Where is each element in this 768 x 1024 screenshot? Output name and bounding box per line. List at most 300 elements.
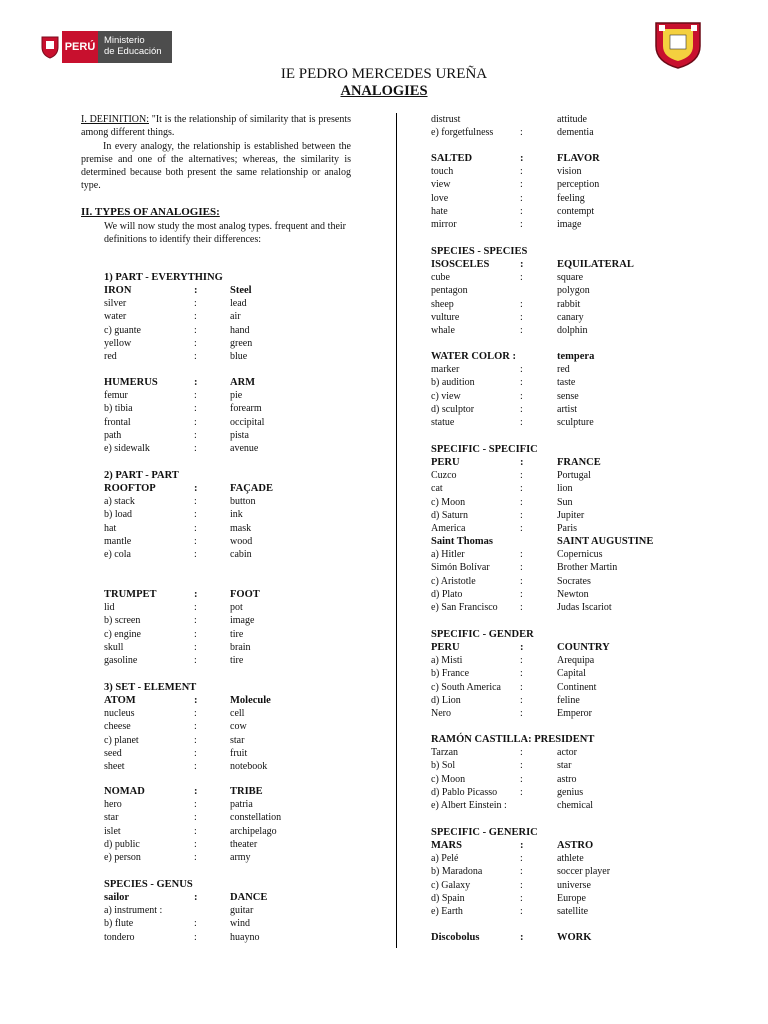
analogy-term: c) Moon [431,496,466,508]
analogy-pair: SAINT AUGUSTINE [557,536,654,547]
analogy-row [104,549,424,562]
analogy-pair: Continent [557,681,597,693]
analogy-pair: blue [230,351,248,362]
analogy-pair: pie [230,390,243,402]
analogy-row [431,312,751,325]
analogy-separator: : [194,615,197,627]
analogy-term: c) guante [104,324,141,336]
analogy-term: e) sidewalk [104,443,150,454]
analogy-term: c) view [431,390,461,402]
analogy-separator: : [194,747,197,759]
analogy-pair: chemical [557,800,594,811]
analogy-pair: actor [557,747,577,759]
analogy-term: whale [431,325,455,336]
analogy-separator: : [520,325,523,336]
analogy-term: b) audition [431,377,475,389]
analogy-row [431,272,751,285]
analogy-pair: Steel [230,285,252,296]
analogy-pair: genius [557,786,584,798]
analogy-pair: athlete [557,853,584,865]
analogy-pair: feline [557,694,580,706]
analogy-term: water [104,311,127,323]
analogy-term: c) engine [104,628,141,640]
analogy-row [431,906,751,919]
analogy-row [431,404,751,417]
definition-paragraph [81,113,351,139]
analogy-row [104,523,424,536]
types-heading-text: II. TYPES OF ANALOGIES: [81,206,220,218]
analogy-term: touch [431,166,454,178]
analogy-term: Nero [431,708,451,719]
analogy-term: c) Galaxy [431,879,471,891]
analogy-pair: cell [230,708,245,720]
analogy-separator: : [194,390,197,402]
analogy-separator: : [520,179,523,191]
analogy-row [431,193,751,206]
analogy-pair: brain [230,641,251,653]
analogy-term: c) Aristotle [431,575,476,587]
analogy-term: TRUMPET [104,589,157,600]
analogy-separator: : [520,773,523,785]
analogy-row [104,812,424,825]
analogy-row [104,918,424,931]
analogy-pair: Paris [557,523,577,534]
analogy-row [431,760,751,773]
analogy-row [431,602,751,615]
analogy-pair: artist [557,403,577,415]
analogy-pair: ink [230,509,243,521]
analogy-pair: ARM [230,377,256,388]
analogy-row [104,403,424,416]
analogy-separator: : [194,351,197,362]
analogy-separator: : [520,219,523,230]
analogy-row [431,932,751,945]
analogy-row [431,179,751,192]
analogy-term: e) cola [104,549,131,560]
analogy-term: IRON [104,285,132,296]
analogy-term: d) Pablo Picasso [431,786,498,798]
analogy-row [104,377,424,390]
analogy-type-title: SPECIFIC - SPECIFIC [431,444,538,455]
analogy-row [431,549,751,562]
analogy-pair: ASTRO [557,840,594,851]
analogy-separator: : [194,416,197,428]
analogy-row [104,786,424,799]
analogy-pair: astro [557,773,577,785]
analogy-row [431,880,751,893]
analogy-term: seed [104,747,122,759]
analogy-term: yellow [104,337,132,349]
analogy-term: marker [431,364,460,376]
analogy-row [104,735,424,748]
analogy-term: Saint Thomas [431,536,493,547]
analogy-separator: : [194,311,197,323]
analogy-term: e) forgetfulness [431,127,494,139]
analogy-row [431,853,751,866]
analogy-separator: : [194,285,198,296]
analogy-separator: : [520,879,523,891]
analogy-pair: Emperor [557,708,592,719]
analogy-separator: : [520,509,523,521]
analogy-term: hero [104,799,122,811]
analogy-pair: Sun [557,496,573,508]
analogy-row [431,391,751,404]
analogy-term: PERU [431,642,460,653]
analogy-pair: pot [230,602,243,614]
analogy-separator: : [520,906,523,917]
analogy-row [104,430,424,443]
analogy-term: tondero [104,931,135,943]
analogy-separator: : [520,523,523,534]
analogy-row [431,774,751,787]
analogy-term: d) public [104,838,140,850]
analogy-term: MARS [431,840,462,851]
analogy-separator: : [194,695,198,706]
analogy-separator: : [520,588,523,600]
analogy-pair: red [557,364,570,376]
analogy-row [431,285,751,298]
analogy-separator: : [194,337,197,349]
analogy-pair: taste [557,377,576,389]
analogy-row [431,497,751,510]
definition-text: "It is the relationship of similarity that is presents among different things. [81,114,351,138]
analogy-pair: wind [230,918,250,930]
analogy-row [431,562,751,575]
analogy-pair: Portugal [557,470,591,482]
analogy-pair: square [557,272,584,284]
analogy-term: c) South America [431,681,501,693]
analogy-row [431,642,751,655]
analogy-pair: Capital [557,668,586,680]
analogy-pair: image [230,615,255,627]
analogy-separator: : [520,655,523,667]
analogy-separator: : [194,377,198,388]
analogy-row [104,602,424,615]
analogy-row [431,417,751,430]
analogy-row [104,708,424,721]
analogy-pair: pista [230,429,249,441]
analogy-term: mantle [104,535,132,547]
analogy-separator: : [520,457,524,468]
analogy-separator: : [520,562,523,574]
analogy-pair: cow [230,721,247,733]
analogy-term: red [104,351,117,362]
analogy-pair: mask [230,522,252,534]
analogy-term: star [104,812,119,824]
analogy-row [431,893,751,906]
analogy-pair: constellation [230,812,282,824]
analogy-term: femur [104,390,128,402]
analogy-separator: : [520,192,523,204]
analogy-type-title: 1) PART - EVERYTHING [104,272,223,283]
analogy-pair: WORK [557,932,592,943]
analogy-pair: Jupiter [557,509,585,521]
definition-detail: In every analogy, the relationship is established between the premise and one of the alternatives; whereas, the similarity is determined because both present the same relationship or analog type. [81,141,351,191]
analogy-separator: : [194,838,197,850]
analogy-separator: : [520,786,523,798]
analogy-pair: army [230,852,251,863]
analogy-row [431,866,751,879]
analogy-separator: : [194,892,198,903]
analogy-term: pentagon [431,285,468,297]
analogy-term: NOMAD [104,786,145,797]
analogy-term: a) instrument : [104,905,163,917]
analogy-separator: : [520,602,523,613]
analogy-separator: : [194,761,197,772]
analogy-row [431,536,751,549]
analogy-row [431,206,751,219]
analogy-row [431,377,751,390]
analogy-row [431,325,751,338]
analogy-term: statue [431,417,455,428]
analogy-separator: : [520,549,523,561]
analogy-pair: TRIBE [230,786,263,797]
analogy-type-title: SPECIES - GENUS [104,879,193,890]
analogy-row [104,748,424,761]
analogy-row [431,523,751,536]
analogy-pair: Brother Martin [557,562,618,574]
analogy-pair: perception [557,179,600,191]
analogy-separator: : [520,483,523,495]
analogy-type-title: 2) PART - PART [104,470,179,481]
types-intro: We will now study the most analog types. frequent and their definitions to identify their differences: [104,221,346,245]
analogy-pair: DANCE [230,892,268,903]
analogy-separator: : [520,403,523,415]
analogy-pair: Newton [557,588,589,600]
analogy-separator: : [194,825,197,837]
analogy-term: c) planet [104,734,139,746]
analogy-row [431,483,751,496]
analogy-separator: : [520,496,523,508]
analogy-separator: : [520,747,523,759]
analogy-pair: sculpture [557,417,594,428]
analogy-term: d) Saturn [431,509,468,521]
analogy-type-title: 3) SET - ELEMENT [104,682,197,693]
analogy-separator: : [520,417,523,428]
analogy-separator: : [194,403,197,415]
analogy-separator: : [194,721,197,733]
analogy-separator: : [520,311,523,323]
analogy-term: sheet [104,761,125,772]
analogy-pair: star [557,760,572,772]
analogy-separator: : [194,298,197,310]
school-name: IE PEDRO MERCEDES UREÑA [280,66,488,82]
school-crest-icon [652,20,704,70]
analogy-pair: canary [557,311,584,323]
analogy-row [104,761,424,774]
analogy-term: view [431,179,451,191]
analogy-term: SALTED [431,153,473,164]
analogy-separator: : [194,708,197,720]
analogy-term: a) Misti [431,655,463,667]
analogy-pair: Europe [557,892,586,904]
analogy-separator: : [194,522,197,534]
analogy-row [104,852,424,865]
analogy-term: RAMÓN CASTILLA: PRESIDENT [431,734,595,745]
analogy-row [104,443,424,456]
analogy-separator: : [520,166,523,178]
analogy-pair: FOOT [230,589,260,600]
analogy-separator: : [520,470,523,482]
analogy-row [104,932,424,945]
analogy-row [104,338,424,351]
analogy-row [431,695,751,708]
analogy-row [104,589,424,602]
analogy-pair: attitude [557,114,587,125]
analogy-pair: theater [230,838,258,850]
analogy-type-title: SPECIFIC - GENERIC [431,827,538,838]
analogy-term: mirror [431,219,457,230]
analogy-separator: : [194,483,198,494]
analogy-separator: : [520,272,523,284]
analogy-row [431,510,751,523]
analogy-term: America [431,523,466,534]
analogy-separator: : [194,589,198,600]
analogy-separator: : [520,681,523,693]
analogy-term: b) Sol [431,760,456,772]
analogy-separator: : [520,153,524,164]
analogy-pair: satellite [557,906,589,917]
analogy-row [104,351,424,364]
analogy-row [431,114,751,127]
analogy-separator: : [520,390,523,402]
analogy-pair: tire [230,628,244,640]
analogy-row [104,615,424,628]
analogy-term: cheese [104,721,131,733]
analogy-separator: : [194,852,197,863]
analogy-pair: occipital [230,416,265,428]
analogy-separator: : [520,364,523,376]
analogy-row [431,708,751,721]
analogy-term: a) Hitler [431,549,465,561]
analogy-term: Discobolus [431,932,480,943]
analogy-term: hat [104,522,117,534]
analogy-separator: : [520,892,523,904]
analogy-separator: : [194,496,197,508]
ministry-logo [38,31,172,63]
analogy-separator: : [194,535,197,547]
analogy-row [431,840,751,853]
analogy-separator: : [194,918,197,930]
analogy-separator: : [194,324,197,336]
analogy-row [431,800,751,813]
analogy-term: frontal [104,416,131,428]
analogy-term: a) stack [104,496,135,508]
analogy-row [431,153,751,166]
analogy-term: d) Spain [431,892,465,904]
country-label: PERÚ [62,31,98,63]
analogy-row [104,536,424,549]
analogy-row [104,826,424,839]
analogy-separator: : [520,866,523,878]
analogy-separator: : [194,799,197,811]
analogy-term: ATOM [104,695,136,706]
analogy-term: b) tibia [104,403,133,415]
analogy-term: b) Maradona [431,866,483,878]
analogy-pair: lead [230,298,247,310]
analogy-pair: FAÇADE [230,483,273,494]
analogy-separator: : [520,377,523,389]
ministry-line1: Ministerio [104,35,145,46]
analogy-term: path [104,429,122,441]
analogy-pair: button [230,496,256,508]
analogy-separator: : [520,127,523,139]
analogy-separator: : [520,575,523,587]
analogy-type-title: SPECIES - SPECIES [431,246,528,257]
analogy-separator: : [194,786,198,797]
analogy-separator: : [520,259,524,270]
page-title: ANALOGIES [340,83,428,99]
analogy-row [431,259,751,272]
analogy-pair: guitar [230,905,254,917]
analogy-row [431,457,751,470]
analogy-pair: Arequipa [557,655,595,667]
analogy-row [104,655,424,668]
analogy-row [431,299,751,312]
analogy-row [431,747,751,760]
analogy-pair: universe [557,879,591,891]
analogy-separator: : [194,443,197,454]
analogy-type-title: SPECIFIC - GENDER [431,629,534,640]
analogy-pair: Copernicus [557,549,603,561]
analogy-term: e) Earth [431,906,463,917]
analogy-term: b) screen [104,615,141,627]
analogy-pair: sense [557,390,579,402]
analogy-term: vulture [431,311,460,323]
analogy-pair: polygon [557,285,590,297]
analogy-term: b) France [431,668,470,680]
analogy-pair: avenue [230,443,259,454]
analogy-pair: wood [230,535,253,547]
analogy-term: ROOFTOP [104,483,156,494]
analogy-pair: star [230,734,245,746]
analogy-term: sheep [431,298,454,310]
analogy-row [104,892,424,905]
analogy-term: Tarzan [431,747,459,759]
analogy-row [431,589,751,602]
analogy-row [104,311,424,324]
analogy-row [104,799,424,812]
analogy-row [104,285,424,298]
analogy-pair: COUNTRY [557,642,610,653]
analogy-row [431,734,751,747]
analogy-row [104,642,424,655]
analogy-row [431,219,751,232]
analogy-term: skull [104,641,124,653]
analogy-separator: : [520,668,523,680]
analogy-term: PERU [431,457,460,468]
analogy-row [104,417,424,430]
analogy-pair: hand [230,324,250,336]
analogy-separator: : [520,853,523,865]
analogy-term: ISOSCELES [431,259,490,270]
types-heading [81,206,220,218]
analogy-pair: lion [557,483,573,495]
analogy-row [104,496,424,509]
analogy-term: WATER COLOR : [431,351,516,362]
analogy-row [431,470,751,483]
analogy-separator: : [520,932,524,943]
analogy-pair: huayno [230,931,260,943]
peru-coat-of-arms-icon [38,31,62,63]
analogy-term: c) Moon [431,773,466,785]
analogy-term: silver [104,298,127,310]
analogy-row [431,787,751,800]
analogy-term: b) flute [104,918,134,930]
analogy-pair: archipelago [230,825,277,837]
analogy-term: d) Plato [431,588,463,600]
analogy-pair: patria [230,799,253,811]
